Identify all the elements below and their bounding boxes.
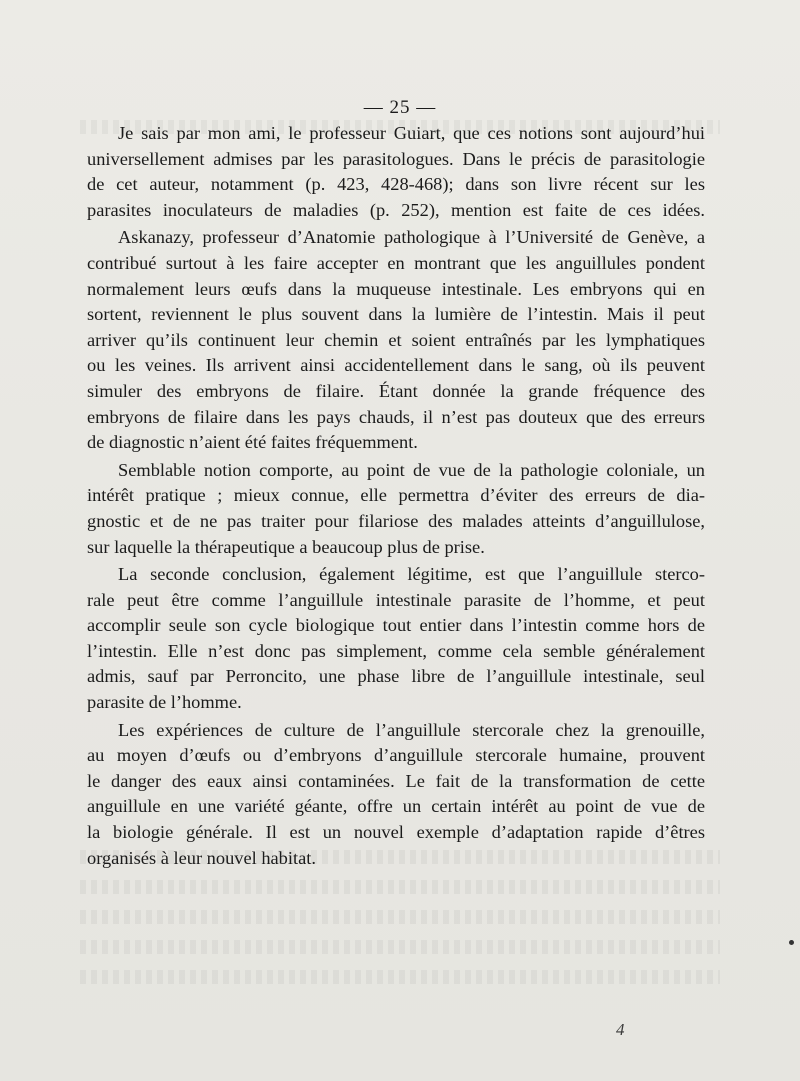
text-line: organisés à leur nouvel habitat. bbox=[87, 847, 316, 868]
text-line: intérêt pratique ; mieux connue, elle permettra d’éviter des erreurs de dia- bbox=[87, 485, 705, 506]
text-line: ou les veines. Ils arrivent ainsi accidentellement dans le sang, où ils peuvent bbox=[87, 355, 705, 376]
text-line: contribué surtout à les faire accepter en montrant que les anguillules pondent bbox=[87, 252, 705, 273]
text-line: Je sais par mon ami, le professeur Guiart, que ces notions sont aujourd’hui bbox=[118, 123, 705, 143]
text-line: admis, sauf par Perroncito, une phase libre de l’anguillule intestinale, seul bbox=[87, 666, 705, 687]
text-line: gnostic et de ne pas traiter pour filariose des malades atteints d’anguillulose, bbox=[87, 510, 705, 531]
show-through-texture bbox=[80, 880, 720, 894]
text-line: la biologie générale. Il est un nouvel exemple d’adaptation rapide d’êtres bbox=[87, 822, 705, 843]
show-through-texture bbox=[80, 910, 720, 924]
text-line: Les expériences de culture de l’anguillule stercorale chez la grenouille, bbox=[118, 719, 705, 740]
show-through-texture bbox=[80, 970, 720, 984]
paragraph-1 bbox=[87, 121, 705, 223]
page-number: — 25 — bbox=[363, 97, 437, 118]
ink-speck bbox=[789, 940, 794, 945]
text-line: Semblable notion comporte, au point de vue de la pathologie coloniale, un bbox=[118, 459, 705, 480]
text-line: sur laquelle la thérapeutique a beaucoup plus de prise. bbox=[87, 536, 485, 557]
text-line: simuler des embryons de filaire. Étant donnée la grande fréquence des bbox=[87, 380, 705, 401]
text-line: embryons de filaire dans les pays chauds, il n’est pas douteux que des erreurs bbox=[87, 406, 705, 427]
text-line: parasites inoculateurs de maladies (p. 252), mention est faite de ces idées. bbox=[87, 199, 705, 220]
show-through-texture bbox=[80, 940, 720, 954]
paragraph-4 bbox=[87, 562, 705, 716]
text-line: l’intestin. Elle n’est donc pas simplement, comme cela semble généralement bbox=[87, 640, 705, 661]
text-line: normalement leurs œufs dans la muqueuse intestinale. Les embryons qui en bbox=[87, 278, 705, 299]
folio-mark: 4 bbox=[616, 1020, 625, 1039]
text-line: sortent, reviennent le plus souvent dans la lumière de l’intestin. Mais il peut bbox=[87, 304, 705, 325]
paragraph-2 bbox=[87, 225, 705, 455]
text-line: La seconde conclusion, également légitime, est que l’anguillule sterco- bbox=[118, 564, 705, 585]
text-line: rale peut être comme l’anguillule intestinale parasite de l’homme, et peut bbox=[87, 589, 705, 610]
text-line: universellement admises par les parasitologues. Dans le précis de parasitologie bbox=[87, 148, 705, 169]
text-line: accomplir seule son cycle biologique tout entier dans l’intestin comme hors de bbox=[87, 615, 705, 636]
text-line: de diagnostic n’aient été faites fréquemment. bbox=[87, 432, 418, 453]
text-line: Askanazy, professeur d’Anatomie pathologique à l’Université de Genève, a bbox=[118, 227, 705, 248]
text-line: parasite de l’homme. bbox=[87, 692, 242, 713]
text-line: le danger des eaux ainsi contaminées. Le fait de la transformation de cette bbox=[87, 770, 705, 791]
body-text bbox=[87, 121, 705, 873]
text-line: arriver qu’ils continuent leur chemin et soient entraînés par les lymphatiques bbox=[87, 329, 705, 350]
paragraph-3 bbox=[87, 458, 705, 560]
text-line: de cet auteur, notamment (p. 423, 428-468); dans son livre récent sur les bbox=[87, 174, 705, 195]
text-line: au moyen d’œufs ou d’embryons d’anguillule stercorale humaine, prouvent bbox=[87, 745, 705, 766]
paragraph-5 bbox=[87, 718, 705, 872]
text-line: anguillule en une variété géante, offre un certain intérêt au point de vue de bbox=[87, 796, 705, 817]
